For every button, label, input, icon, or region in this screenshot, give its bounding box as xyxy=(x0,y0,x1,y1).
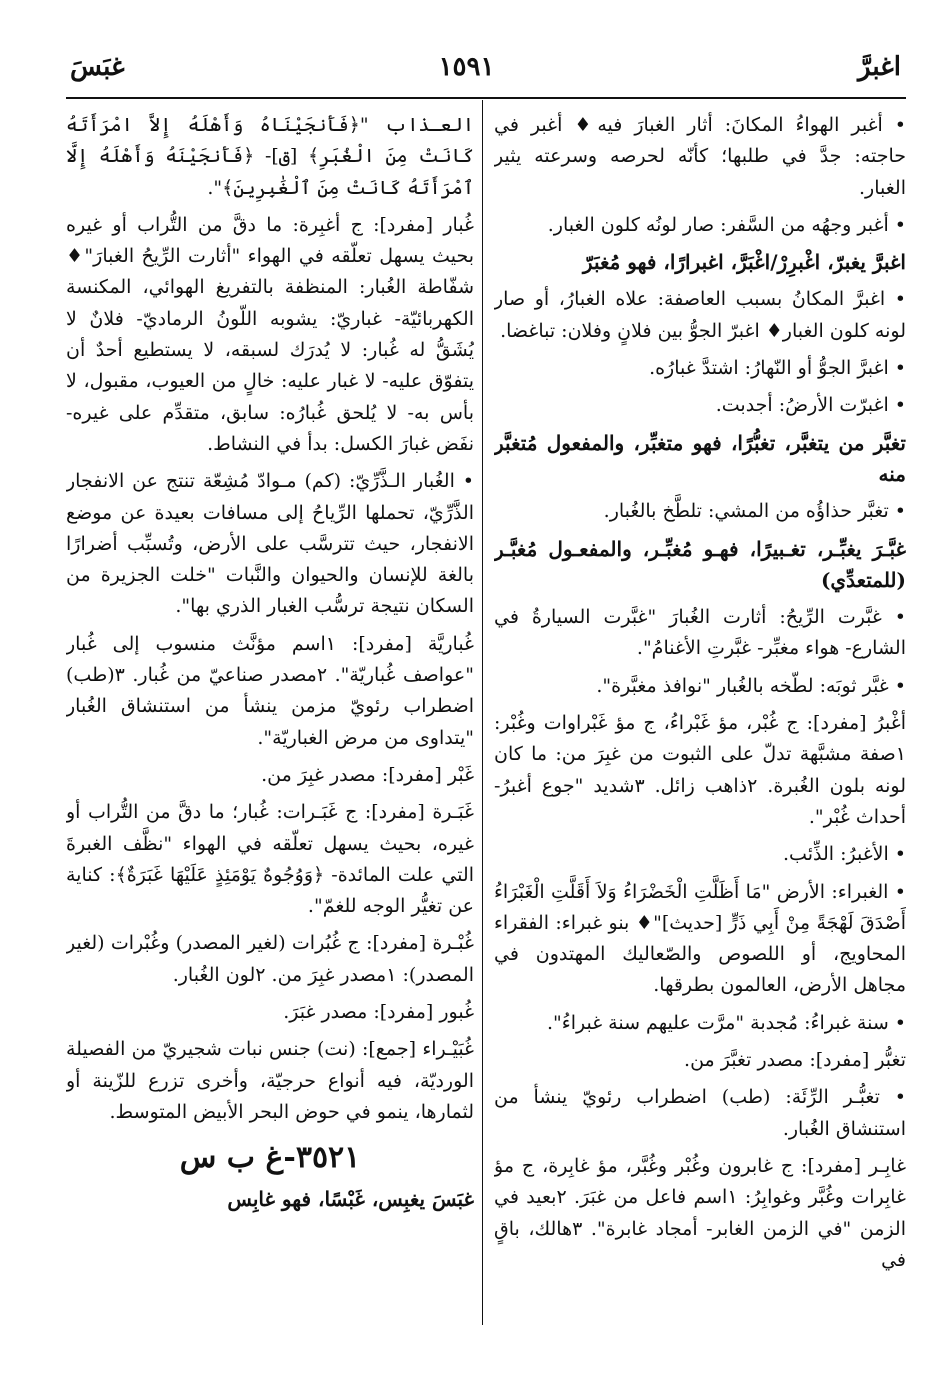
entry: • الغُبار الـذَّرِّيّ: (كم) مـوادّ مُشِعّة تنتج عن الانفجار الذَّرِّيّ، تحملها الرِّياحُ إلى مسافات بعيدة عن موضع الانفجار، حيث تترسَّب على الأرض، وتُسبِّب أضرارًا بالغة للإنسان والحيوان والنَّبات "خلت الجزيرة من السكان نتيجة ترسُّب الغبار الذري بها". xyxy=(66,470,474,618)
header-rule xyxy=(66,97,906,99)
entry: • أغبر الهواءُ المكانَ: أثار الغبارَ فيه♦ أغبر في حاجته: جدَّ في طلبها؛ كأنّه لحرصه وسرعته يثير الغبار. xyxy=(494,114,906,199)
entry: • الغبراء: الأرض "مَا أَظَلَّتِ الْخَضْرَاءُ وَلاَ أَقَلَّتِ الْغَبْرَاءُ أَصْدَقَ لَهْجَةً مِنْ أَبِي ذَرٍّ [حديث]"♦ بنو غبراء: الفقراء المحاويج، أو اللصوص والصّعاليك المهتدون في مجاهل الأرض، العالمون بطرقها. xyxy=(494,880,906,997)
entry: تغبُّر [مفرد]: مصدر تغبَّرَ من. xyxy=(684,1049,906,1072)
header-right-word: اغبرَّ xyxy=(857,52,901,82)
entry: غُبْـرة [مفرد]: ج غُبُرات (لغير المصدر) وغُبْرات (لغير المصدر): ١مصدر غبِرَ من. ٢لون الغُبار. xyxy=(66,932,474,986)
headword-entry: اغبرَّ يغبرّ، اغْبرِرْ/اغْبَرَّ، اغبرارًا، فهو مُغبَرّ xyxy=(582,250,906,275)
entry: • أغبر وجهُه من السَّفر: صار لونُه كلون الغبار. xyxy=(547,213,906,236)
left-column xyxy=(66,110,474,1330)
root-heading: ٣٥٢١-غ ب س xyxy=(179,1140,361,1176)
column-divider xyxy=(482,100,483,1325)
entry: • تغبَّر حذاؤُه من المشي: تلطَّخ بالغُبار. xyxy=(603,500,906,523)
entry: غُبَيْـراء [جمع]: (نت) جنس نبات شجيريّ من الفصيلة الورديّة، فيه أنواع حرجيّة، وأخرى تزرع للزّينة أو لثمارها، ينمو في حوض البحر الأبيض المتوسط. xyxy=(66,1038,474,1123)
right-column xyxy=(494,110,906,1330)
entry: غُبار [مفرد]: ج أغبِرة: ما دقَّ من التُّراب أو غيره بحيث يسهل تعلّقه في الهواء "أثارت الرِّيحُ الغبارَ"♦ شفّاطة الغُبار: المنظفة بالتفريغ الهوائي، المكنسة الكهربائيّة- غباريّ: يشوبه اللّونُ الرماديّ- فلانٌ لا يُشَقُّ له غُبار: لا يُدرَك لسبقه، لا يستطيع أحدٌ أن يتفوّق عليه- لا غبار عليه: خالٍ من العيوب، مقبول، لا بأس به- لا يُلحق غُبارُه: سابق، متقدِّم على غيره- نفَض غبارَ الكسل: بدأ في النشاط. xyxy=(66,213,474,455)
entry: غَبْر [مفرد]: مصدر غبِرَ من. xyxy=(261,763,474,786)
entry: غَبَـرة [مفرد]: ج غَبَـرات: غُبار؛ ما دقَّ من التُّراب أو غيره، بحيث يسهل تعلّقه في الهواء "نظَّف الغبرةَ التي علت المائدة- ﴿وَوُجُوهٌ يَوْمَئِذٍ عَلَيْهَا غَبَرَةٌ﴾: كناية عن تغيُّر الوجه للغمّ". xyxy=(66,801,474,918)
entry: • اغبرَّ المكانُ بسبب العاصفة: علاه الغبارُ، أو صار لونه كلون الغبار♦ اغبرّ الجوُّ بين فلانٍ وفلان: تباغضا. xyxy=(494,288,906,342)
entry: غُبور [مفرد]: مصدر غبَرَ. xyxy=(283,1001,474,1024)
entry: أغْبرُ [مفرد]: ج غُبْر، مؤ غَبْراءُ، ج مؤ غَبْراوات وغُبْر: ١صفة مشبَّهة تدلّ على الثبوت من غبِرَ من: ما كان لونه بلون الغُبرة. ٢ذاهب زائل. ٣شديد "جوع أغبرُ- أحداث غُبْر". xyxy=(494,712,906,828)
entry: • اغبرّت الأرضُ: أجدبت. xyxy=(715,394,906,417)
page-header xyxy=(0,52,933,92)
entry: • غبَّرت الرِّيحُ: أثارت الغُبارَ "غبَّرت السيارةُ في الشارع- هواء مغبِّر- غبَّرتِ الأغنامُ". xyxy=(494,606,906,660)
entry: • سنة غبراءُ: مُجدبة "مرَّت عليهم سنة غبراءُ". xyxy=(546,1011,906,1034)
headword-entry: غبَّـرَ يغبِّـر، تغـبيرًا، فهـو مُغبِّـر، والمفعـول مُغبَّـر (للمتعدِّي) xyxy=(494,536,906,592)
entry: • الأغبرُ: الذِّئب. xyxy=(783,843,906,866)
page-number: ١٥٩١ xyxy=(438,52,495,82)
headword-entry: غبَسَ يغبِس، غَبْسًا، فهو غابِس xyxy=(227,1186,474,1211)
entry: • غبَّر ثوبَه: لطّخه بالغُبار "نوافذ مغبَّرة". xyxy=(596,674,906,697)
headword-entry: تغبَّر من يتغبَّر، تغبُّرًا، فهو متغبِّر، والمفعول مُتغبَّر منه xyxy=(494,430,906,486)
entry: غُباريَّة [مفرد]: ١اسم مؤنَّث منسوب إلى غُبار "عواصف غُباريّة". ٢مصدر صناعيّ من غُبار. ٣(طب) اضطراب رئويّ مزمن ينشأ من استنشاق الغُبار "يتداوى من مرض الغباريّة". xyxy=(66,632,474,749)
header-left-word: غبَسَ xyxy=(70,52,125,82)
entry: • اغبرَّ الجوُّ أو النّهارُ: اشتدَّ غبارُه. xyxy=(649,357,906,380)
entry: غابِـر [مفرد]: ج غابرون وغُبْر وغُبَّر، مؤ غابِرة، ج مؤ غابِرات وغُبَّر وغوابِرُ: ١اسم فاعل من غبَرَ. ٢بعيد في الزمن "في الزمن الغابر- أمجاد غابرة". ٣هالك، باقٍ في xyxy=(494,1154,906,1271)
entry: • تغبُّـر الرِّئَة: (طب) اضطراب رئويّ ينشأ من استنشاق الغُبار. xyxy=(494,1086,906,1140)
entry: العـذاب "﴿فَأَنجَيْنَاهُ وَأَهْلَهُ إِلاَّ امْرَأَتَهُ كَانَتْ مِنَ الْغُبَرِ﴾ [ق]- ﴿فَأَنجَيْنَهُ وَأَهْلَهُ إِلَّا ٱمْرَأَتَهُ كَانَتْ مِنَ ٱلْغَٰبِرِينَ﴾". xyxy=(66,114,474,199)
